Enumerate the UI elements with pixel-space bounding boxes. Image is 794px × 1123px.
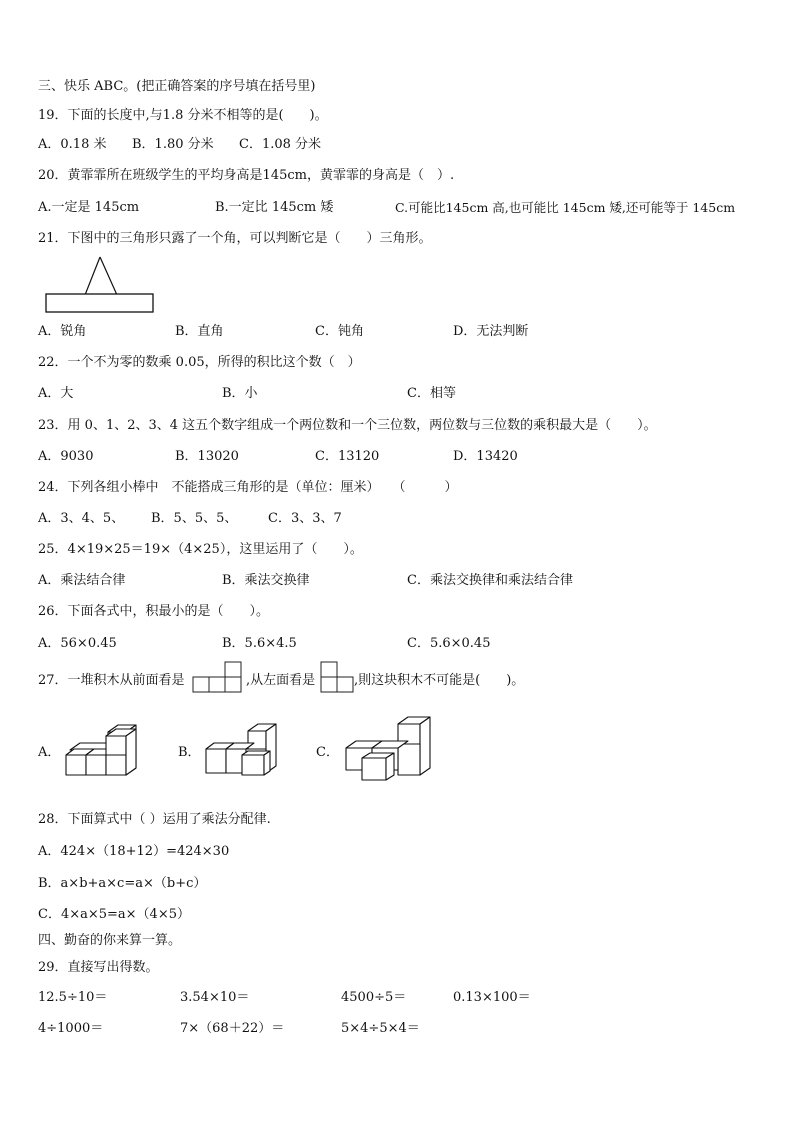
question-28: 28．下面算式中（ ）运用了乘法分配律. <box>38 812 271 827</box>
q27-option-b-blocks <box>202 722 282 780</box>
question-27-part-1: 27．一堆积木从前面看是 <box>38 673 185 688</box>
question-23: 23．用 0、1、2、3、4 这五个数字组成一个两位数和一个三位数，两位数与三位数的乘积最大是（ ）。 <box>38 418 657 433</box>
q26-option-b: B．5.6×4.5 <box>222 636 297 651</box>
q19-option-a: A．0.18 米 <box>38 137 107 152</box>
question-27-part-2: ,从左面看是 <box>246 673 316 688</box>
q29-item-7: 5×4÷5×4＝ <box>341 1021 420 1036</box>
q27-option-c: C． <box>316 745 339 760</box>
question-22: 22．一个不为零的数乘 0.05，所得的积比这个数（ ） <box>38 355 361 370</box>
q29-item-5: 4÷1000＝ <box>38 1021 104 1036</box>
q19-option-c: C．1.08 分米 <box>239 137 322 152</box>
q27-option-c-blocks <box>342 714 434 784</box>
q28-option-c: C．4×a×5=a×（4×5） <box>38 907 190 922</box>
q19-option-b: B．1.80 分米 <box>132 137 214 152</box>
q22-option-b: B．小 <box>222 386 258 401</box>
q24-option-b: B．5、5、5、 <box>151 511 238 526</box>
q22-option-a: A．大 <box>38 386 74 401</box>
q27-option-b: B． <box>178 745 201 760</box>
q29-item-4: 0.13×100＝ <box>453 990 531 1005</box>
q28-option-b: B．a×b+a×c=a×（b+c） <box>38 876 207 891</box>
left-view-figure <box>320 661 356 697</box>
q20-option-b: B.一定比 145cm 矮 <box>215 200 334 215</box>
front-view-figure <box>192 661 244 697</box>
question-26: 26．下面各式中，积最小的是（ ）。 <box>38 604 270 619</box>
q25-option-b: B．乘法交换律 <box>222 573 310 588</box>
q27-option-a: A． <box>38 745 61 760</box>
q20-option-c: C.可能比145cm 高,也可能比 145cm 矮,还可能等于 145cm <box>395 200 736 215</box>
q21-option-c: C．钝角 <box>315 324 364 339</box>
question-20: 20．黄霏霏所在班级学生的平均身高是145cm，黄霏霏的身高是（ ）. <box>38 168 455 183</box>
question-27-part-3: ,則这块积木不可能是( )。 <box>354 673 525 688</box>
q25-option-a: A．乘法结合律 <box>38 573 126 588</box>
question-24: 24．下列各组小棒中 不能搭成三角形的是（单位：厘米） （ ） <box>38 480 458 495</box>
q24-option-a: A．3、4、5、 <box>38 511 125 526</box>
q29-item-2: 3.54×10＝ <box>180 990 250 1005</box>
q26-option-a: A．56×0.45 <box>38 636 117 651</box>
q23-option-b: B．13020 <box>175 449 239 464</box>
question-25: 25．4×19×25＝19×（4×25），这里运用了（ ）。 <box>38 542 363 557</box>
q25-option-c: C．乘法交换律和乘法结合律 <box>407 573 573 588</box>
q22-option-c: C．相等 <box>407 386 456 401</box>
q21-option-b: B．直角 <box>175 324 224 339</box>
q27-option-a-blocks <box>62 722 142 780</box>
q29-item-1: 12.5÷10＝ <box>38 990 108 1005</box>
q20-option-a: A.一定是 145cm <box>38 200 140 215</box>
section-3-title: 三、快乐 ABC。(把正确答案的序号填在括号里) <box>38 79 316 94</box>
question-21: 21．下图中的三角形只露了一个角，可以判断它是（ ）三角形。 <box>38 231 432 246</box>
q23-option-c: C．13120 <box>315 449 380 464</box>
triangle-figure <box>44 252 156 314</box>
q23-option-a: A．9030 <box>38 449 94 464</box>
q29-item-6: 7×（68＋22）＝ <box>180 1021 285 1036</box>
q21-option-d: D．无法判断 <box>453 324 529 339</box>
question-29: 29．直接写出得数。 <box>38 960 159 975</box>
q24-option-c: C．3、3、7 <box>268 511 342 526</box>
section-4-title: 四、勤奋的你来算一算。 <box>38 933 182 948</box>
question-19: 19．下面的长度中,与1.8 分米不相等的是( )。 <box>38 108 328 123</box>
q23-option-d: D．13420 <box>453 449 518 464</box>
q26-option-c: C．5.6×0.45 <box>407 636 491 651</box>
q21-option-a: A．锐角 <box>38 324 87 339</box>
q28-option-a: A．424×（18+12）=424×30 <box>38 844 230 859</box>
q29-item-3: 4500÷5＝ <box>341 990 407 1005</box>
